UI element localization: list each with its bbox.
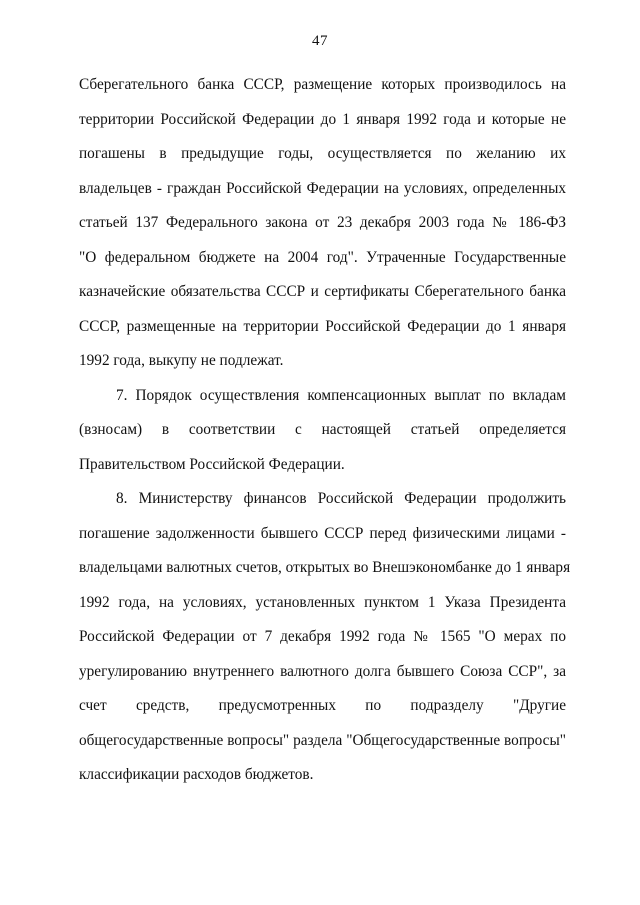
document-body: [79, 68, 571, 793]
text-line: (взносам) в соответствии с настоящей статьей определяется: [79, 421, 566, 438]
text-line: общегосударственные вопросы" раздела "Общегосударственные вопросы": [79, 731, 566, 749]
text-line: Сберегательного банка СССР, размещение которых производилось на: [79, 76, 566, 93]
text-line: статьей 137 Федерального закона от 23 декабря 2003 года № 186-ФЗ: [79, 214, 566, 231]
text-line: 1992 года, на условиях, установленных пунктом 1 Указа Президента: [79, 593, 566, 611]
text-line: владельцев - граждан Российской Федерации на условиях, определенных: [79, 179, 566, 197]
text-line: СССР, размещенные на территории Российской Федерации до 1 января: [79, 317, 566, 335]
text-line: территории Российской Федерации до 1 января 1992 года и которые не: [79, 110, 566, 128]
text-line: владельцами валютных счетов, открытых во Внешэкономбанке до 1 января: [79, 559, 571, 576]
text-line: 8. Министерству финансов Российской Федерации продолжить: [116, 490, 566, 507]
text-line: 7. Порядок осуществления компенсационных выплат по вкладам: [116, 386, 566, 404]
page-number: 47: [312, 33, 328, 49]
text-line: "О федеральном бюджете на 2004 год". Утраченные Государственные: [79, 248, 566, 266]
text-line: урегулированию внутреннего валютного долга бывшего Союза ССР", за: [79, 662, 566, 680]
text-line: казначейские обязательства СССР и сертификаты Сберегательного банка: [79, 283, 566, 300]
text-line: погашение задолженности бывшего СССР перед физическими лицами -: [79, 524, 566, 542]
text-line: Российской Федерации от 7 декабря 1992 года № 1565 "О мерах по: [79, 628, 566, 645]
text-line: классификации расходов бюджетов.: [79, 766, 314, 783]
text-line: счет средств, предусмотренных по подразделу "Другие: [79, 697, 566, 714]
text-line: 1992 года, выкупу не подлежат.: [79, 352, 284, 369]
text-line: погашены в предыдущие годы, осуществляется по желанию их: [79, 145, 566, 162]
text-line: Правительством Российской Федерации.: [79, 455, 345, 473]
